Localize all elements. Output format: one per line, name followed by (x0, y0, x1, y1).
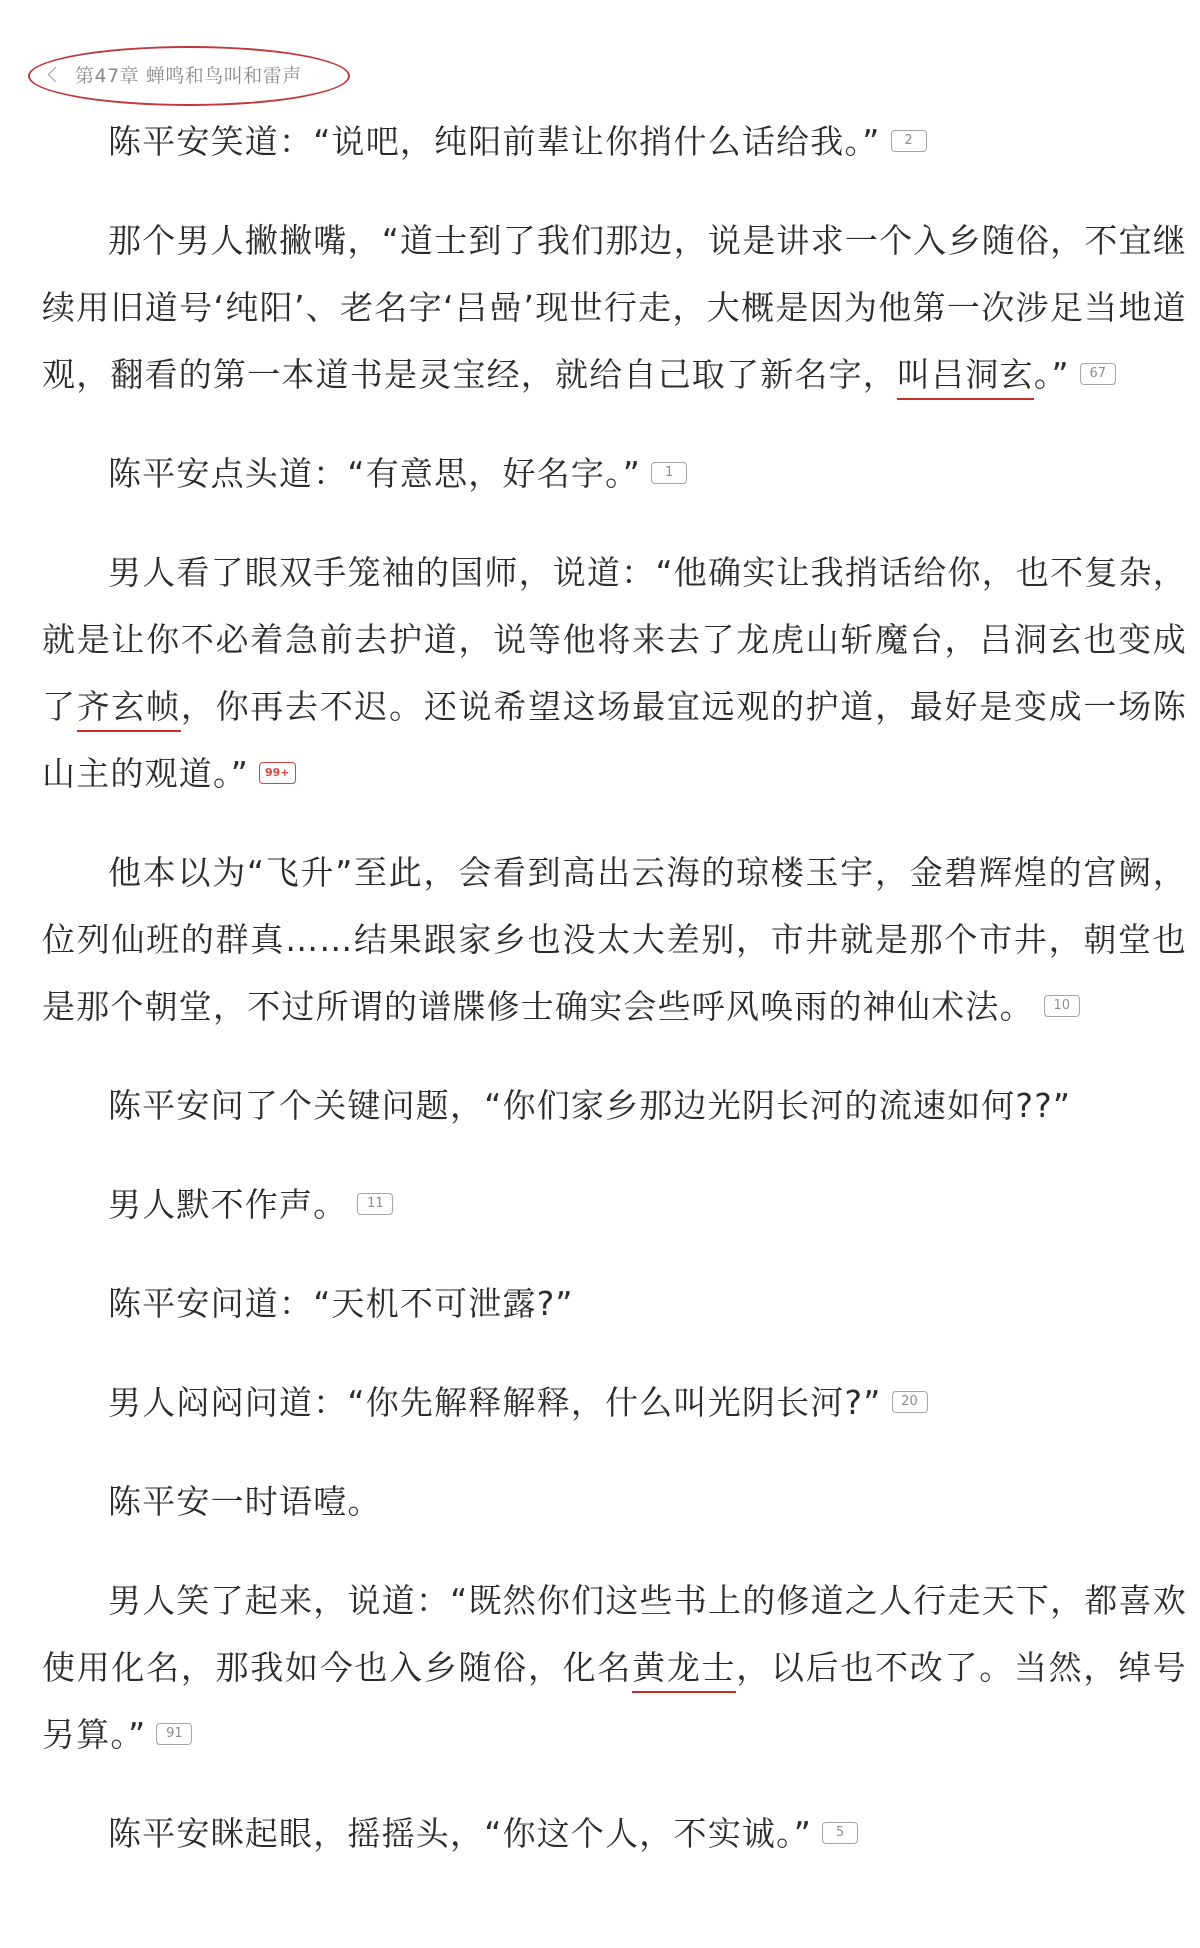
chevron-left-icon (48, 66, 64, 82)
comment-count-badge[interactable]: 2 (891, 130, 927, 152)
paragraph-text: 陈平安笑道：“说吧，纯阳前辈让你捎什么话给我。” (108, 122, 881, 161)
chapter-title: 第47章 蝉鸣和鸟叫和雷声 (75, 64, 302, 87)
paragraph-text: 男人看了眼双手笼袖的国师，说道：“他确实让我捎话给你，也不复杂，就是让你不必着急前去护道，说等他将来去了龙虎山斩魔台，吕洞玄也变成了 (42, 553, 1187, 726)
paragraph (42, 539, 1187, 807)
paragraph-text: ，你再去不迟。还说希望这场最宜远观的护道，最好是变成一场陈山主的观道。” (42, 687, 1187, 793)
paragraph (42, 440, 1187, 507)
paragraph-text: 男人默不作声。 (108, 1185, 348, 1224)
comment-count-badge[interactable]: 11 (357, 1193, 393, 1215)
comment-count-badge[interactable]: 1 (651, 462, 687, 484)
paragraph (42, 1468, 1187, 1535)
comment-count-badge[interactable]: 67 (1080, 363, 1116, 385)
paragraph (42, 207, 1187, 408)
paragraph-text: 那个男人撇撇嘴，“道士到了我们那边，说是讲求一个入乡随俗，不宜继续用旧道号‘纯阳’、老名字‘吕喦’现世行走，大概是因为他第一次涉足当地道观，翻看的第一本道书是灵宝经，就给自己取了新名字， (42, 221, 1187, 394)
chapter-back-button[interactable] (42, 58, 302, 90)
paragraph (42, 108, 1187, 175)
underlined-name: 黄龙士 (632, 1648, 736, 1693)
paragraph (42, 1800, 1187, 1867)
paragraph-text: 他本以为“飞升”至此，会看到高出云海的琼楼玉宇，金碧辉煌的宫阙，位列仙班的群真……结果跟家乡也没太大差别，市井就是那个市井，朝堂也是那个朝堂，不过所谓的谱牒修士确实会些呼风唤雨的神仙术法。 (42, 853, 1187, 1026)
underlined-name: 叫吕洞玄 (897, 355, 1034, 400)
paragraph-text: 。” (1033, 355, 1070, 394)
paragraph (42, 1072, 1187, 1139)
paragraph-text: ，以后也不改了。当然，绰号另算。” (42, 1648, 1187, 1754)
comment-count-badge[interactable]: 91 (156, 1723, 192, 1745)
paragraph-text: 男人闷闷问道：“你先解释解释，什么叫光阴长河?” (108, 1383, 882, 1422)
paragraph-text: 陈平安一时语噎。 (108, 1482, 382, 1521)
paragraph (42, 839, 1187, 1040)
chapter-content (42, 108, 1187, 1899)
comment-count-badge[interactable]: 5 (822, 1822, 858, 1844)
underlined-name: 齐玄帧 (77, 687, 181, 732)
paragraph-text: 男人笑了起来，说道：“既然你们这些书上的修道之人行走天下，都喜欢使用化名，那我如今也入乡随俗，化名 (42, 1581, 1187, 1687)
paragraph (42, 1270, 1187, 1337)
paragraph-text: 陈平安眯起眼，摇摇头，“你这个人，不实诚。” (108, 1814, 813, 1853)
paragraph-text: 陈平安问了个关键问题，“你们家乡那边光阴长河的流速如何??” (108, 1086, 1072, 1125)
paragraph (42, 1171, 1187, 1238)
paragraph (42, 1567, 1187, 1768)
paragraph (42, 1369, 1187, 1436)
comment-count-badge[interactable]: 20 (892, 1391, 928, 1413)
paragraph-text: 陈平安问道：“天机不可泄露?” (108, 1284, 574, 1323)
comment-count-badge[interactable]: 10 (1044, 995, 1080, 1017)
comment-count-badge[interactable]: 99+ (259, 762, 296, 784)
paragraph-text: 陈平安点头道：“有意思，好名字。” (108, 454, 642, 493)
